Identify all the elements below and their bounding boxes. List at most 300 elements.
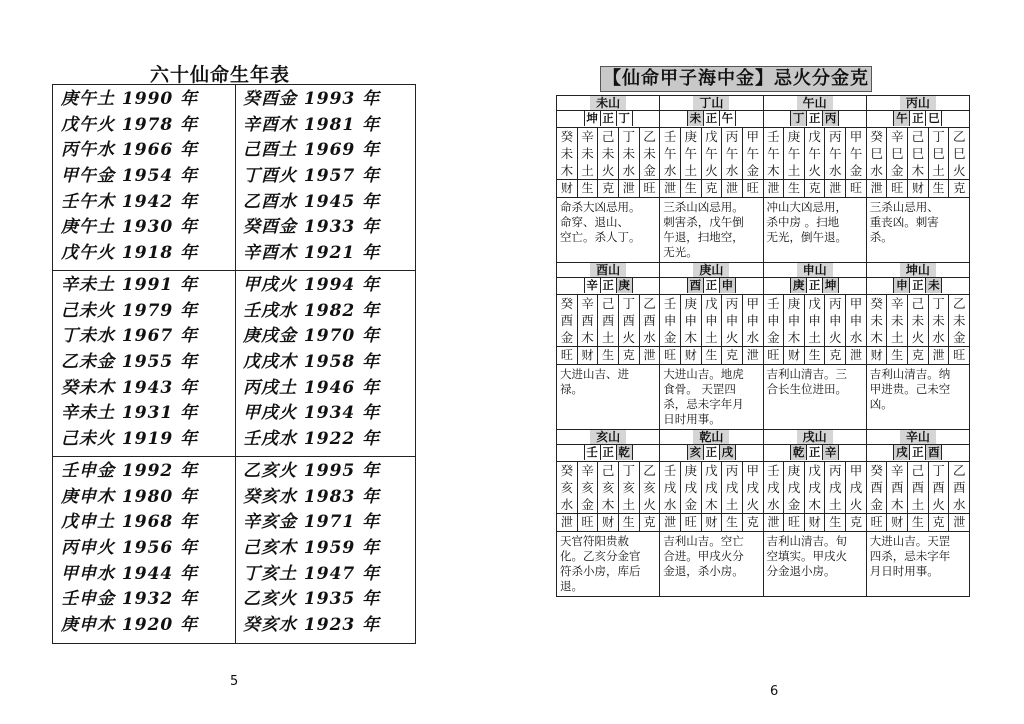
fenjin-char: 戌 [849, 480, 863, 495]
fenjin-char: 乙 [952, 296, 966, 311]
year-entry: 己酉土 1969 年 [243, 140, 381, 161]
relation-char: 旺 [867, 513, 887, 531]
fenjin-char: 乙 [643, 296, 656, 311]
year-entry: 乙亥火 1935 年 [243, 589, 381, 610]
fenjin-column [639, 128, 660, 197]
fenjin-column [764, 128, 784, 197]
relation-char: 克 [640, 513, 660, 531]
fenjin-column [639, 462, 660, 531]
fenjin-column [948, 295, 969, 364]
fenjin-column [680, 128, 701, 197]
year-entry: 戊午火 1978 年 [61, 114, 199, 135]
sector-cell [557, 263, 660, 430]
relation-char: 克 [598, 179, 618, 197]
fenjin-column [660, 128, 680, 197]
description-line: 吉利山清吉。纳 [869, 367, 951, 381]
fenjin-char: 午 [663, 146, 677, 161]
fenjin-char: 金 [746, 163, 759, 178]
sector-marks [660, 445, 762, 462]
fenjin-column [557, 462, 577, 531]
fenjin-char: 戌 [787, 480, 801, 495]
fenjin-char: 戌 [684, 480, 697, 495]
sector-name-label: 乾山 [693, 430, 729, 444]
fenjin-column [660, 462, 680, 531]
fenjin-column [742, 295, 763, 364]
relation-char: 旺 [743, 179, 763, 197]
year-entry: 辛酉木 1921 年 [243, 243, 381, 264]
year-entry: 癸酉金 1993 年 [243, 89, 381, 109]
relation-char: 旺 [949, 346, 969, 364]
fenjin-char: 戊 [808, 296, 821, 311]
fenjin-char: 己 [911, 129, 925, 144]
fenjin-char: 土 [581, 163, 594, 178]
relation-char: 财 [908, 179, 928, 197]
year-entry: 乙酉水 1945 年 [243, 191, 381, 212]
relation-char: 旺 [578, 513, 598, 531]
fenjin-char: 亥 [622, 480, 636, 495]
fenjin-column [824, 128, 845, 197]
year-column-left [61, 459, 198, 639]
relation-char: 财 [681, 346, 701, 364]
fenjin-column [867, 295, 887, 364]
fenjin-char: 土 [622, 497, 636, 512]
fenjin-char: 水 [663, 163, 677, 178]
fenjin-char: 水 [746, 330, 759, 345]
fenjin-char: 水 [663, 497, 677, 512]
fenjin-char: 火 [829, 330, 842, 345]
year-column-left [61, 273, 198, 453]
year-group [53, 457, 415, 643]
fenjin-char: 火 [601, 163, 615, 178]
fenjin-char: 水 [849, 330, 863, 345]
sector-mark: 正 [600, 445, 616, 460]
fenjin-char: 火 [746, 497, 759, 512]
sector-name [867, 430, 969, 445]
sector-mark: 戌 [719, 445, 736, 460]
year-group [53, 85, 415, 271]
fenjin-char: 戌 [705, 480, 718, 495]
relation-char: 生 [619, 513, 639, 531]
fenjin-char: 火 [643, 497, 656, 512]
year-entry: 庚午土 1930 年 [61, 217, 199, 238]
relation-char: 克 [825, 346, 845, 364]
fenjin-columns [867, 128, 969, 197]
relation-char: 泄 [660, 179, 680, 197]
fenjin-char: 巳 [952, 146, 966, 161]
fenjin-char: 甲 [849, 129, 863, 144]
sector-name-label: 申山 [797, 263, 833, 277]
year-entry: 壬戌水 1982 年 [243, 300, 381, 321]
relation-char: 旺 [764, 346, 784, 364]
sector-mark: 正 [806, 111, 822, 126]
fenjin-char: 金 [663, 330, 677, 345]
relation-char: 泄 [722, 179, 742, 197]
year-entry: 辛酉木 1981 年 [243, 114, 381, 135]
fenjin-char: 午 [725, 146, 739, 161]
description-line: 无光。 [663, 245, 698, 259]
fenjin-char: 午 [705, 146, 718, 161]
fenjin-char: 戌 [725, 480, 739, 495]
fenjin-char: 亥 [601, 480, 615, 495]
relation-char: 生 [722, 513, 742, 531]
fenjin-char: 金 [870, 497, 883, 512]
sector-mark: 正 [703, 111, 719, 126]
fenjin-char: 戌 [746, 480, 759, 495]
relation-char: 克 [702, 179, 722, 197]
sector-description [867, 364, 969, 414]
fenjin-column [824, 295, 845, 364]
sector-mark: 正 [600, 278, 616, 293]
relation-char: 财 [805, 513, 825, 531]
fenjin-char: 午 [849, 146, 863, 161]
fenjin-char: 土 [808, 330, 821, 345]
relation-char: 克 [908, 346, 928, 364]
sector-name-label: 午山 [797, 96, 833, 110]
description-line: 冲山大凶忌用， [766, 200, 847, 214]
fenjin-char: 申 [725, 313, 739, 328]
fenjin-char: 土 [725, 497, 739, 512]
description-line: 空亡。杀人丁。 [560, 230, 641, 244]
fenjin-column [804, 295, 825, 364]
relation-char: 财 [598, 513, 618, 531]
fenjin-char: 辛 [890, 129, 904, 144]
fenjin-char: 戌 [808, 480, 821, 495]
fenjin-char: 酉 [911, 480, 925, 495]
sector-mark: 戌 [893, 445, 909, 460]
fenjin-columns [557, 128, 659, 197]
fenjin-char: 金 [581, 497, 594, 512]
year-entry: 壬申金 1932 年 [61, 589, 199, 610]
sector-cell [660, 96, 763, 263]
description-line: 退。 [560, 579, 583, 593]
fenjin-char: 癸 [870, 129, 883, 144]
sector-mark: 庚 [616, 278, 633, 293]
sector-mark: 丁 [616, 111, 633, 126]
year-entry: 己未火 1979 年 [61, 300, 199, 321]
sector-mark: 壬 [584, 445, 600, 460]
sector-row [557, 96, 970, 263]
description-line: 刺害杀，戊午倒 [663, 215, 744, 229]
sector-description [557, 531, 659, 596]
relation-char: 泄 [867, 179, 887, 197]
fenjin-char: 土 [787, 163, 801, 178]
description-line: 符杀小房，库后 [560, 564, 641, 578]
fenjin-column [948, 128, 969, 197]
sector-mark: 正 [909, 445, 925, 460]
fenjin-char: 午 [787, 146, 801, 161]
year-entry: 丁酉火 1957 年 [243, 166, 381, 187]
description-line: 凶。 [869, 397, 893, 411]
fenjin-column [845, 295, 866, 364]
relation-char: 克 [619, 346, 639, 364]
fenjin-column [597, 462, 618, 531]
fenjin-char: 丙 [725, 296, 739, 311]
description-line: 天官符阳贵赦 [560, 534, 629, 548]
fenjin-column [742, 462, 763, 531]
sector-name [660, 430, 762, 445]
relation-char: 泄 [929, 346, 949, 364]
fenjin-char: 木 [684, 330, 697, 345]
fenjin-char: 亥 [581, 480, 594, 495]
fenjin-char: 戊 [808, 129, 821, 144]
relation-char: 生 [908, 513, 928, 531]
sector-name-label: 坤山 [900, 263, 936, 277]
fenjin-columns [764, 295, 866, 364]
fenjin-column [557, 295, 577, 364]
fenjin-char: 金 [684, 497, 697, 512]
fenjin-char: 申 [849, 313, 863, 328]
fenjin-column [907, 128, 928, 197]
fenjin-char: 庚 [684, 129, 697, 144]
fenjin-char: 辛 [581, 296, 594, 311]
fenjin-char: 戌 [663, 480, 677, 495]
description-line: 三杀山忌用、 [869, 200, 939, 214]
fenjin-char: 壬 [663, 129, 677, 144]
fenjin-char: 午 [746, 146, 759, 161]
fenjin-char: 庚 [684, 463, 697, 478]
fenjin-char: 壬 [663, 296, 677, 311]
fenjin-columns [867, 462, 969, 531]
fenjin-columns [764, 128, 866, 197]
fenjin-char: 申 [746, 313, 759, 328]
sector-mark: 辛 [584, 278, 600, 293]
year-entry: 丙戌土 1946 年 [243, 377, 381, 398]
sector-description [764, 197, 866, 247]
fenjin-char: 戊 [705, 463, 718, 478]
fenjin-column [701, 128, 722, 197]
fenjin-char: 水 [725, 163, 739, 178]
year-entry: 甲申水 1944 年 [61, 563, 199, 584]
fenjin-char: 癸 [870, 463, 883, 478]
fenjin-column [886, 295, 907, 364]
year-entry: 癸亥水 1923 年 [243, 615, 381, 636]
relation-char: 生 [887, 346, 907, 364]
fenjin-char: 土 [829, 497, 842, 512]
fenjin-column [928, 462, 949, 531]
relation-char: 生 [702, 346, 722, 364]
sector-marks [557, 278, 659, 295]
fenjin-char: 甲 [849, 296, 863, 311]
sector-mark: 辛 [822, 445, 839, 460]
sector-cell [763, 430, 866, 597]
sector-mark: 丁 [790, 111, 806, 126]
fenjin-char: 木 [767, 163, 780, 178]
fenjin-char: 辛 [581, 463, 594, 478]
fenjin-char: 午 [767, 146, 780, 161]
fenjin-columns [557, 462, 659, 531]
relation-char: 财 [887, 513, 907, 531]
year-entry: 辛未土 1931 年 [61, 403, 199, 424]
fenjin-column [804, 462, 825, 531]
fenjin-char: 辛 [890, 463, 904, 478]
fenjin-char: 未 [890, 313, 904, 328]
year-entry: 癸未木 1943 年 [61, 377, 199, 398]
fenjin-column [618, 462, 639, 531]
fenjin-char: 巳 [932, 146, 945, 161]
year-entry: 甲戌火 1934 年 [243, 403, 381, 424]
year-column-right [243, 459, 380, 639]
fenjin-char: 未 [870, 313, 883, 328]
fenjin-char: 土 [601, 330, 615, 345]
year-entry: 庚申木 1920 年 [61, 615, 199, 636]
fenjin-char: 癸 [560, 296, 574, 311]
fenjin-char: 水 [952, 497, 966, 512]
fenjin-char: 辛 [890, 296, 904, 311]
sector-mark: 正 [703, 445, 719, 460]
fenjin-char: 火 [911, 330, 925, 345]
sector-grid [556, 95, 970, 597]
relation-char: 财 [867, 346, 887, 364]
fenjin-char: 火 [808, 163, 821, 178]
fenjin-char: 申 [684, 313, 697, 328]
sector-mark: 正 [806, 445, 822, 460]
fenjin-char: 酉 [643, 313, 656, 328]
sector-cell [763, 263, 866, 430]
sector-mark: 乾 [616, 445, 633, 460]
fenjin-char: 巳 [890, 146, 904, 161]
sector-name [867, 96, 969, 111]
relation-char: 克 [846, 513, 866, 531]
sector-name [660, 263, 762, 278]
relation-char: 泄 [640, 346, 660, 364]
relation-char: 克 [805, 179, 825, 197]
fenjin-char: 己 [911, 463, 925, 478]
sector-description [660, 364, 762, 429]
sector-cell [660, 263, 763, 430]
fenjin-column [867, 462, 887, 531]
fenjin-char: 酉 [560, 313, 574, 328]
relation-char: 生 [929, 179, 949, 197]
fenjin-column [804, 128, 825, 197]
fenjin-char: 壬 [767, 296, 780, 311]
fenjin-column [907, 462, 928, 531]
sector-marks [557, 111, 659, 128]
description-line: 命杀大凶忌用。 [560, 200, 641, 214]
relation-char: 泄 [764, 513, 784, 531]
fenjin-column [577, 462, 598, 531]
sector-name-label: 未山 [590, 96, 626, 110]
fenjin-char: 午 [829, 146, 842, 161]
relation-char: 生 [825, 513, 845, 531]
sector-name-label: 戌山 [797, 430, 833, 444]
fenjin-char: 土 [932, 163, 945, 178]
fenjin-char: 庚 [787, 463, 801, 478]
year-entry: 丁未水 1967 年 [61, 326, 199, 347]
fenjin-column [907, 295, 928, 364]
relation-char: 泄 [557, 513, 577, 531]
fenjin-column [783, 128, 804, 197]
year-entry: 辛亥金 1971 年 [243, 512, 381, 533]
description-line: 重丧凶。刺害 [869, 215, 939, 229]
year-entry: 甲午金 1954 年 [61, 166, 199, 187]
fenjin-char: 癸 [560, 463, 574, 478]
sector-row [557, 430, 970, 597]
sector-mark: 亥 [687, 445, 703, 460]
relation-char: 克 [949, 179, 969, 197]
sector-mark: 正 [806, 278, 822, 293]
sector-mark: 未 [925, 278, 942, 293]
relation-char: 旺 [557, 346, 577, 364]
sector-description [764, 364, 866, 399]
relation-char: 财 [557, 179, 577, 197]
fenjin-column [660, 295, 680, 364]
fenjin-char: 木 [560, 163, 574, 178]
relation-char: 旺 [887, 179, 907, 197]
year-entry: 庚戌金 1970 年 [243, 326, 381, 347]
description-line: 大进山吉。天罡 [869, 534, 951, 548]
description-line: 大进山吉、进 [560, 367, 629, 381]
relation-char: 泄 [660, 513, 680, 531]
sector-name [764, 430, 866, 445]
fenjin-char: 酉 [870, 480, 883, 495]
relation-char: 旺 [660, 346, 680, 364]
description-line: 三杀山凶忌用。 [663, 200, 744, 214]
fenjin-column [680, 295, 701, 364]
fenjin-column [886, 128, 907, 197]
sector-name [764, 263, 866, 278]
fenjin-char: 丁 [932, 463, 945, 478]
year-entry: 甲戌火 1994 年 [243, 275, 381, 295]
year-entry: 癸酉金 1933 年 [243, 217, 381, 238]
sector-marks [764, 278, 866, 295]
fenjin-char: 丙 [829, 463, 842, 478]
description-line: 化。乙亥分金官 [560, 549, 641, 563]
fenjin-char: 金 [767, 330, 780, 345]
sector-cell [660, 430, 763, 597]
fenjin-char: 未 [952, 313, 966, 328]
sector-mark: 酉 [925, 445, 942, 460]
fenjin-char: 戌 [767, 480, 780, 495]
sector-mark: 午 [893, 111, 909, 126]
fenjin-char: 火 [932, 497, 945, 512]
fenjin-column [618, 128, 639, 197]
fenjin-char: 庚 [787, 296, 801, 311]
sector-mark: 正 [600, 111, 616, 126]
fenjin-char: 甲 [849, 463, 863, 478]
fenjin-char: 未 [622, 146, 636, 161]
relation-char: 旺 [640, 179, 660, 197]
year-entry: 壬戌水 1922 年 [243, 429, 381, 450]
fenjin-columns [660, 128, 762, 197]
column-divider [235, 85, 236, 270]
fenjin-char: 土 [684, 163, 697, 178]
description-line: 空填实。甲戌火 [766, 549, 847, 563]
sector-name [764, 96, 866, 111]
fenjin-column [764, 462, 784, 531]
relation-char: 旺 [681, 513, 701, 531]
fenjin-char: 亥 [643, 480, 656, 495]
sector-description [660, 531, 762, 581]
sector-cell [866, 263, 969, 430]
sector-name-label: 丁山 [693, 96, 729, 110]
fenjin-char: 酉 [952, 480, 966, 495]
year-entry: 庚午土 1990 年 [61, 89, 199, 109]
description-line: 合长生位进田。 [766, 382, 847, 396]
fenjin-char: 木 [808, 497, 821, 512]
sector-row [557, 263, 970, 430]
fenjin-char: 金 [890, 163, 904, 178]
fenjin-char: 壬 [767, 463, 780, 478]
fenjin-char: 丁 [622, 296, 636, 311]
fenjin-column [597, 128, 618, 197]
relation-char: 克 [722, 346, 742, 364]
fenjin-char: 甲 [746, 463, 759, 478]
description-line: 命穿、退山、 [560, 215, 629, 229]
sector-marks [660, 278, 762, 295]
left-page-title: 六十仙命生年表 [150, 64, 291, 86]
fenjin-char: 戊 [705, 296, 718, 311]
fenjin-char: 金 [560, 330, 574, 345]
